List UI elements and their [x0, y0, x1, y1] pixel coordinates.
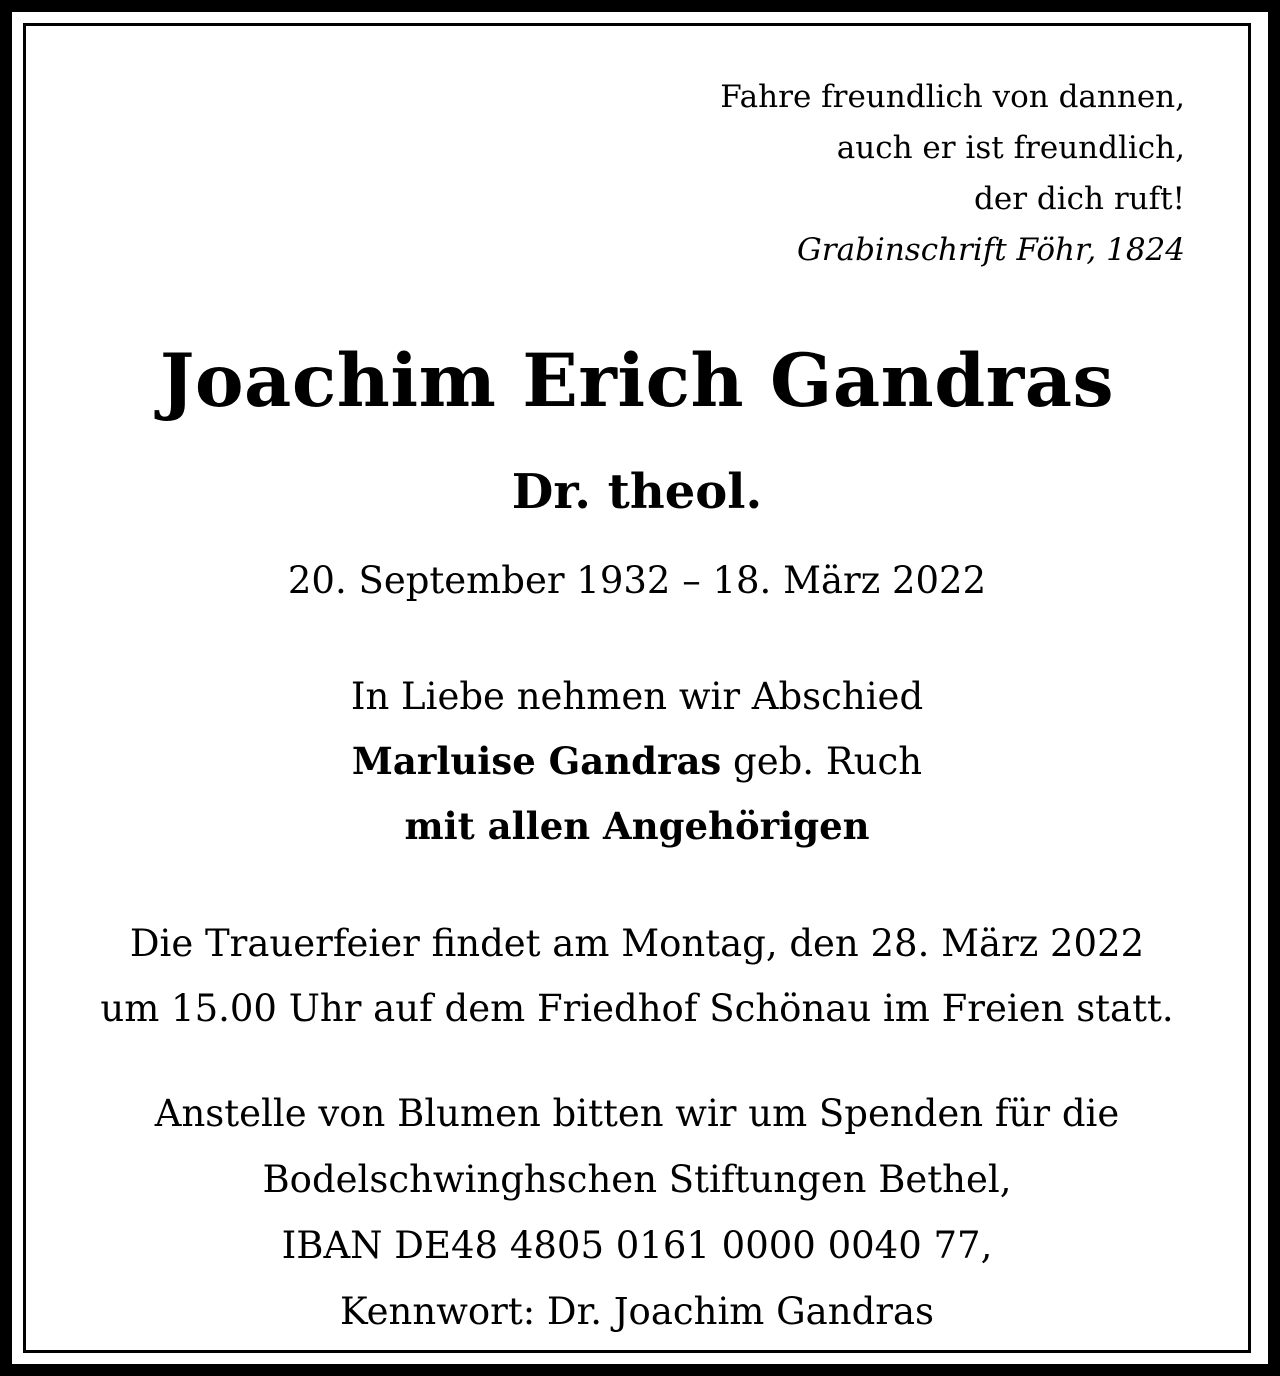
motto-line: der dich ruft!: [974, 181, 1185, 217]
life-dates: 20. September 1932 – 18. März 2022: [287, 559, 987, 602]
motto-source: Grabinschrift Föhr, 1824: [797, 232, 1185, 268]
mourner-line: [26, 729, 1248, 794]
donation-line: Anstelle von Blumen bitten wir um Spenden für die: [154, 1092, 1120, 1135]
mourner-maiden-name: geb. Ruch: [721, 740, 923, 783]
farewell-intro: In Liebe nehmen wir Abschied: [350, 675, 924, 718]
mourners-block: [26, 664, 1248, 859]
notice-page: [12, 12, 1268, 1364]
relatives-line: mit allen Angehörigen: [404, 804, 870, 848]
funeral-line: um 15.00 Uhr auf dem Friedhof Schönau im Freien statt.: [100, 987, 1174, 1030]
donation-info: [26, 1081, 1248, 1345]
donation-line: Bodelschwinghschen Stiftungen Bethel,: [262, 1158, 1012, 1201]
notice-frame: [23, 23, 1251, 1353]
funeral-info: [26, 911, 1248, 1041]
motto-line: Fahre freundlich von dannen,: [720, 79, 1185, 115]
deceased-name: Joachim Erich Gandras: [159, 338, 1115, 424]
motto-quote: [720, 72, 1185, 276]
mourner-name: Marluise Gandras: [351, 739, 722, 783]
motto-line: auch er ist freundlich,: [836, 130, 1185, 166]
deceased-title: Dr. theol.: [511, 464, 763, 520]
donation-keyword: Kennwort: Dr. Joachim Gandras: [339, 1290, 934, 1333]
funeral-line: Die Trauerfeier findet am Montag, den 28. März 2022: [129, 922, 1145, 965]
donation-iban: IBAN DE48 4805 0161 0000 0040 77,: [281, 1224, 993, 1267]
